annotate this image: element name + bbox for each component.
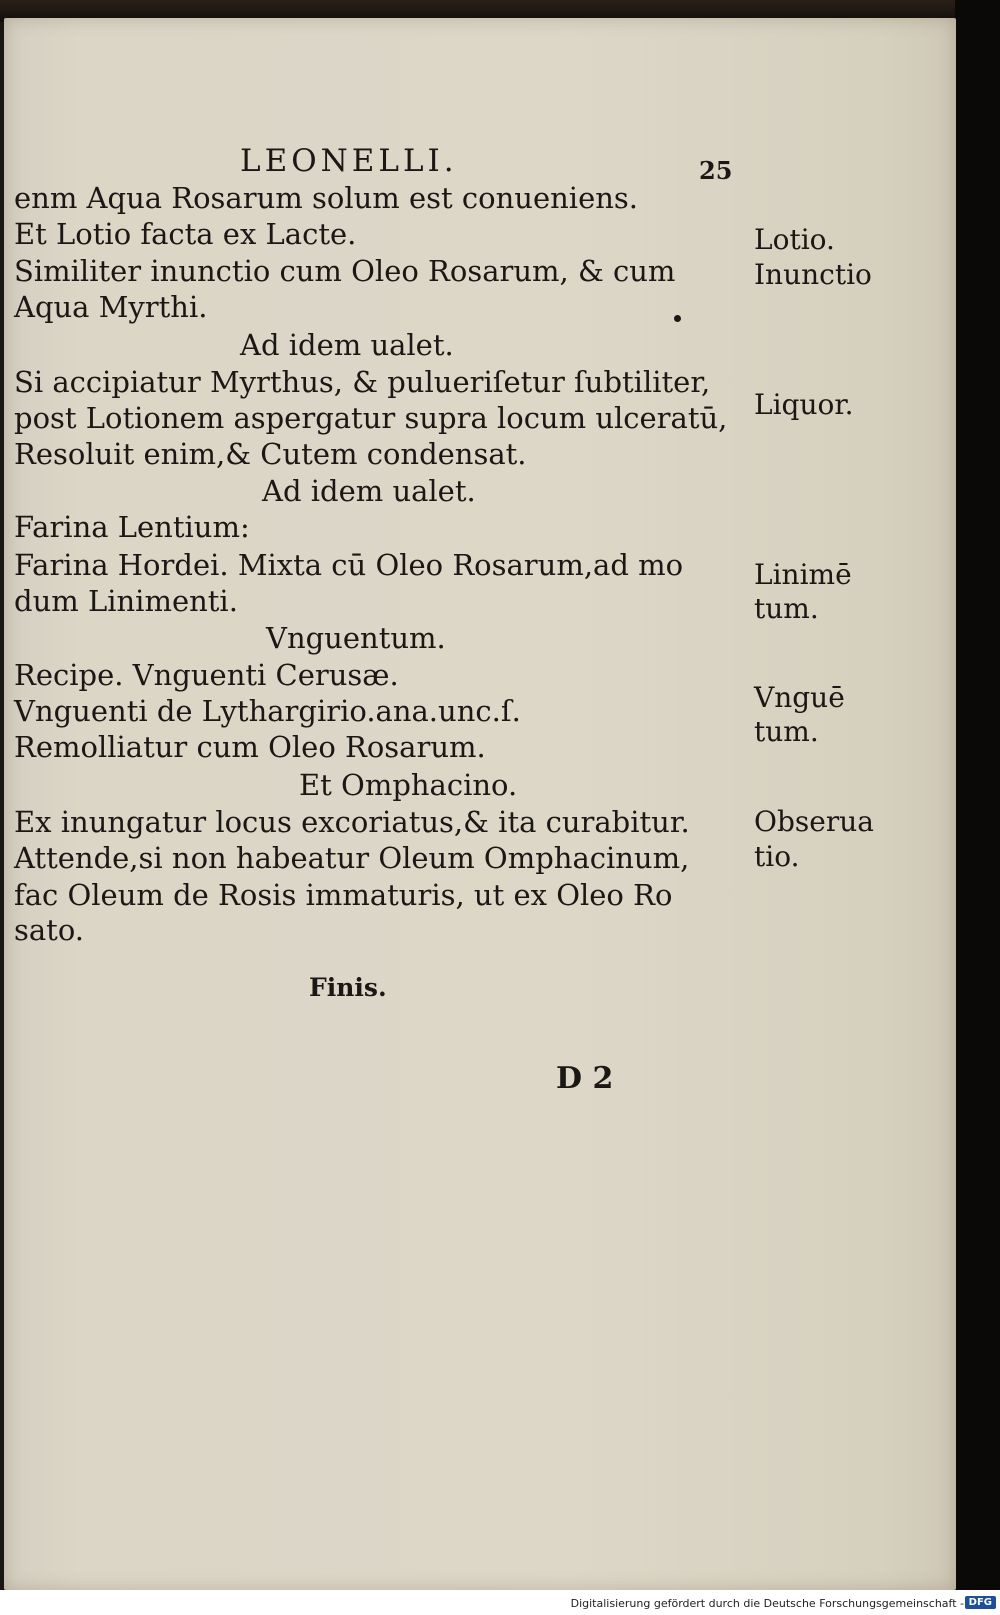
margin-note: tum.: [754, 592, 819, 625]
printer-mark: [674, 315, 681, 322]
text-line: sato.: [14, 913, 84, 947]
text-line: Vnguenti de Lythargirio.ana.unc.ſ.: [14, 694, 521, 728]
margin-note: Liquor.: [754, 388, 854, 421]
text-line: Similiter inunctio cum Oleo Rosarum, & cum: [14, 254, 676, 288]
margin-note: Lotio.: [754, 223, 835, 256]
text-line: dum Linimenti.: [14, 584, 238, 618]
text-line: Remolliatur cum Oleo Rosarum.: [14, 730, 486, 764]
text-line: Attende,si non habeatur Oleum Omphacinum,: [14, 841, 690, 875]
book-page: [4, 18, 956, 1590]
text-line: fac Oleum de Rosis immaturis, ut ex Oleo Ro: [14, 878, 673, 912]
dfg-logo: DFG: [965, 1596, 996, 1609]
margin-note: Vnguē: [754, 681, 845, 714]
margin-note: tio.: [754, 840, 800, 873]
text-line: Farina Lentium:: [14, 510, 250, 544]
text-line: Et Lotio facta ex Lacte.: [14, 217, 357, 251]
section-heading: Ad idem ualet.: [262, 474, 476, 508]
text-line: Si accipiatur Myrthus, & pulueriſetur ſubtiliter,: [14, 365, 711, 399]
margin-note: Obserua: [754, 805, 874, 838]
section-heading: Et Omphacino.: [299, 768, 518, 802]
finis-label: Finis.: [309, 973, 387, 1002]
text-line: Ex inungatur locus excoriatus,& ita curabitur.: [14, 805, 690, 839]
text-line: Recipe. Vnguenti Cerusæ.: [14, 658, 399, 692]
margin-note: Linimē: [754, 558, 852, 591]
text-line: enm Aqua Rosarum solum est conueniens.: [14, 181, 639, 215]
margin-note: Inunctio: [754, 258, 872, 291]
text-line: Aqua Myrthi.: [14, 290, 208, 324]
signature-mark: D 2: [556, 1061, 614, 1096]
margin-note: tum.: [754, 715, 819, 748]
section-heading: Vnguentum.: [266, 621, 446, 655]
credit-text: Digitalisierung gefördert durch die Deutsche Forschungsgemeinschaft -: [570, 1597, 964, 1610]
scan-right-edge: [955, 0, 1000, 1600]
text-line: Farina Hordei. Mixta cū Oleo Rosarum,ad mo: [14, 548, 684, 582]
page-number: 25: [699, 156, 733, 185]
section-heading: Ad idem ualet.: [240, 328, 454, 362]
text-line: Resoluit enim,& Cutem condensat.: [14, 437, 527, 471]
running-head: LEONELLI.: [240, 143, 458, 179]
text-line: post Lotionem aspergatur supra locum ulceratū,: [14, 401, 728, 435]
